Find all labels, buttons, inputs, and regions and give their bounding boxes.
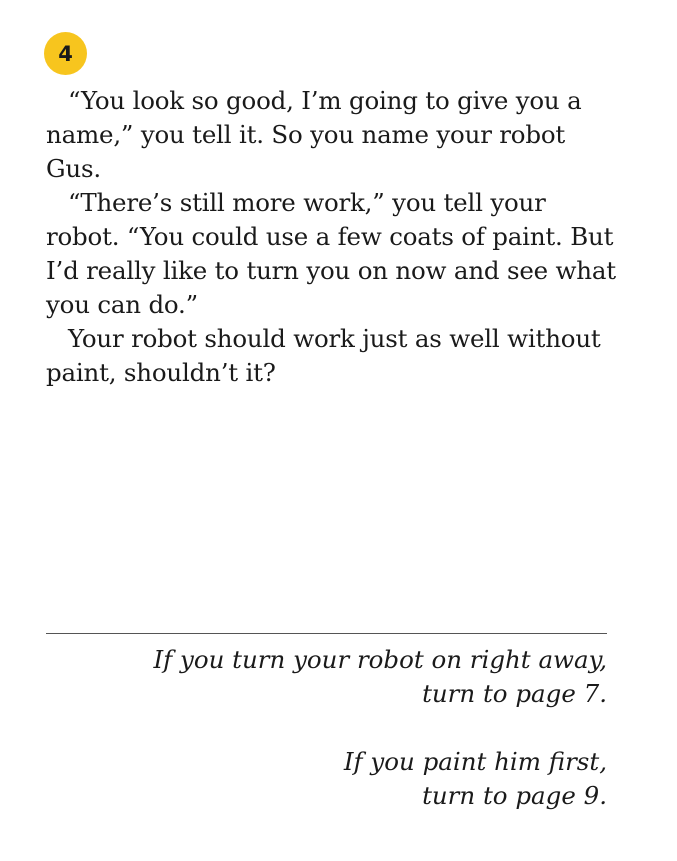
story-paragraph: “You look so good, I’m going to give you a name,” you tell it. So you name your robot Gus. (46, 86, 582, 183)
choice-condition: If you turn your robot on right away, (153, 645, 607, 674)
choice-paint-first (46, 745, 607, 813)
choice-turn-on (46, 643, 607, 711)
choice-action: turn to page 7. (422, 679, 607, 708)
choices-section (46, 643, 607, 847)
story-paragraph: “There’s still more work,” you tell your robot. “You could use a few coats of paint. But I’d really like to turn you on now and see what you can do.” (46, 188, 616, 319)
choice-condition: If you paint him first, (343, 747, 607, 776)
page-number: 4 (58, 41, 73, 66)
page-number-badge (44, 32, 87, 75)
choice-action: turn to page 9. (422, 781, 607, 810)
choices-divider (46, 633, 607, 634)
story-paragraph: Your robot should work just as well without paint, shouldn’t it? (46, 324, 601, 387)
story-text (46, 84, 616, 390)
